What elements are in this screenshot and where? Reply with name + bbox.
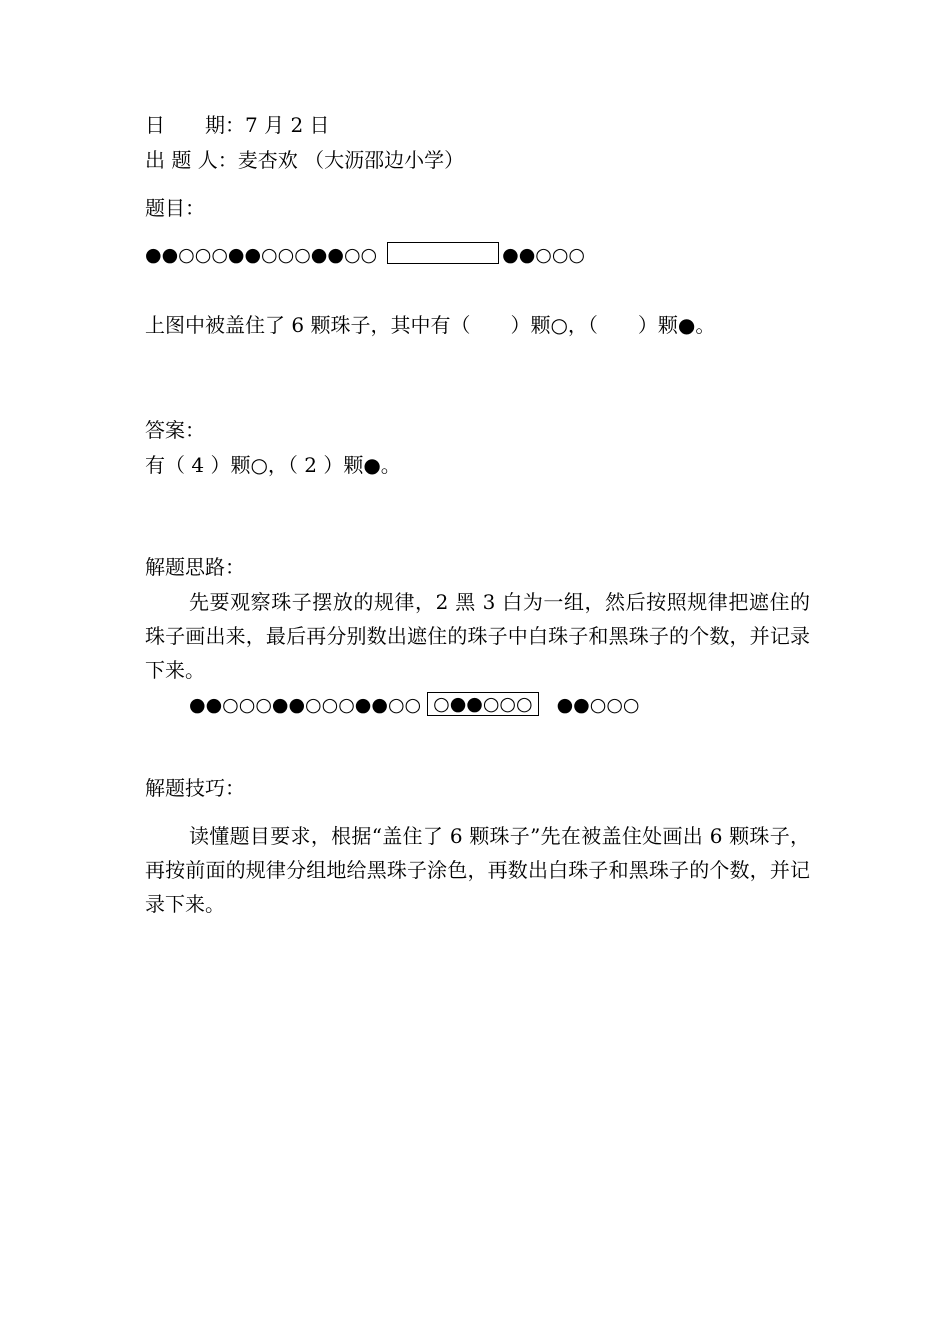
author-line: 出 题 人：麦杏欢 （大沥邵边小学） [145,148,465,172]
answer-heading: 答案： [145,418,205,442]
reasoning-beads-after: ●●○○○ [556,694,640,716]
cover-box [387,242,499,264]
question-bead-row [145,238,810,272]
reasoning-bead-row [189,688,640,722]
question-heading: 题目： [145,196,205,220]
tips-text: 读懂题目要求，根据“盖住了 6 颗珠子”先在被盖住处画出 6 颗珠子，再按前面的规律分组地给黑珠子涂色，再数出白珠子和黑珠子的个数，并记录下来。 [145,824,810,916]
answer-text: 有（ 4 ）颗○，（ 2 ）颗●。 [145,453,401,477]
beads-after-cover: ●●○○○ [502,244,586,266]
filled-box: ○●●○○○ [427,692,538,716]
question-text: 上图中被盖住了 6 颗珠子，其中有（ ）颗○，（ ）颗●。 [145,313,716,337]
beads-before-cover: ●●○○○●●○○○●●○○ [145,244,378,266]
reasoning-text: 先要观察珠子摆放的规律，2 黑 3 白为一组，然后按照规律把遮住的珠子画出来，最后再分别数出遮住的珠子中白珠子和黑珠子的个数，并记录下来。 [145,590,810,682]
reasoning-heading: 解题思路： [145,555,245,579]
reasoning-beads-before: ●●○○○●●○○○●●○○ [189,694,422,716]
date-line: 日 期：7 月 2 日 [145,113,330,137]
tips-heading: 解题技巧： [145,776,245,800]
